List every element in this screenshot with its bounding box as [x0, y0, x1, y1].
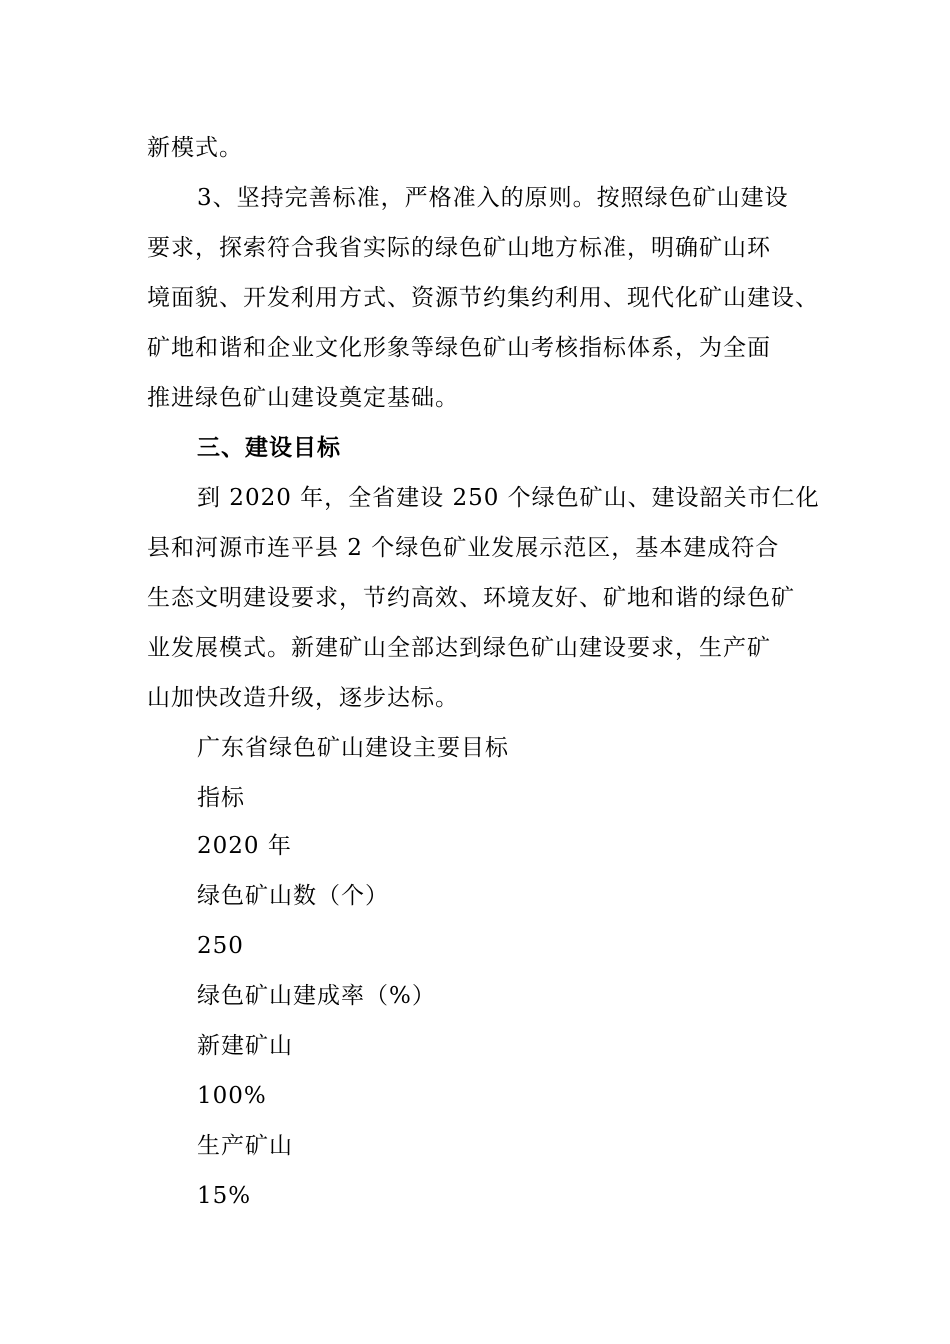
text-line: 3、坚持完善标准，严格准入的原则。按照绿色矿山建设 [197, 185, 789, 211]
text-line: 到 2020 年，全省建设 250 个绿色矿山、建设韶关市仁化 [197, 485, 820, 511]
table-cell-value: 250 [197, 933, 244, 959]
text-line: 生态文明建设要求，节约高效、环境友好、矿地和谐的绿色矿 [147, 585, 795, 611]
table-title: 广东省绿色矿山建设主要目标 [197, 735, 509, 761]
text-line: 要求，探索符合我省实际的绿色矿山地方标准，明确矿山环 [147, 235, 771, 261]
table-cell-label: 新建矿山 [197, 1033, 293, 1059]
text-line: 境面貌、开发利用方式、资源节约集约利用、现代化矿山建设、 [147, 285, 819, 311]
text-line: 矿地和谐和企业文化形象等绿色矿山考核指标体系，为全面 [147, 335, 771, 361]
text-line: 县和河源市连平县 2 个绿色矿业发展示范区，基本建成符合 [147, 535, 780, 561]
table-header-indicator: 指标 [197, 785, 245, 811]
table-cell-label: 绿色矿山建成率（%） [197, 983, 436, 1009]
section-heading: 三、建设目标 [197, 435, 341, 461]
table-cell-value: 15% [197, 1183, 252, 1209]
text-line: 推进绿色矿山建设奠定基础。 [147, 385, 459, 411]
text-line: 山加快改造升级，逐步达标。 [147, 685, 459, 711]
table-cell-label: 绿色矿山数（个） [197, 883, 389, 909]
text-line: 新模式。 [147, 135, 243, 161]
table-cell-value: 100% [197, 1083, 267, 1109]
table-cell-label: 生产矿山 [197, 1133, 293, 1159]
table-header-year: 2020 年 [197, 833, 292, 859]
text-line: 业发展模式。新建矿山全部达到绿色矿山建设要求，生产矿 [147, 635, 771, 661]
